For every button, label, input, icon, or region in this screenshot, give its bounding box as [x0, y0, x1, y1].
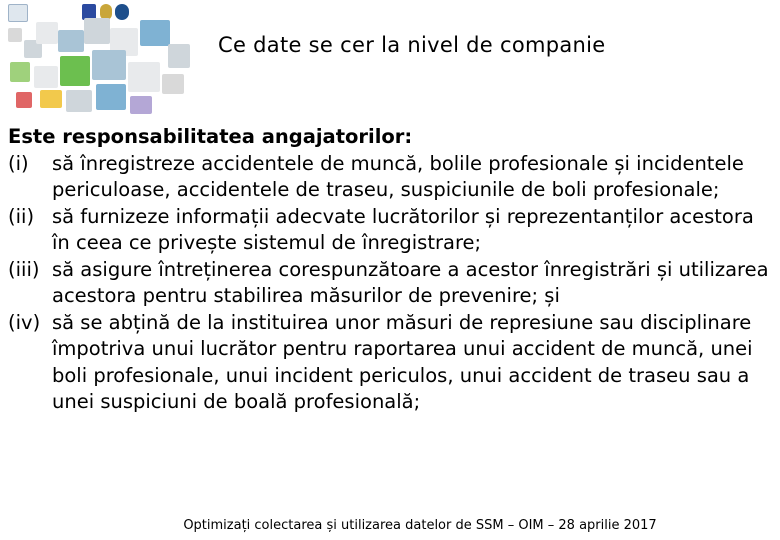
list-item	[8, 257, 773, 310]
main-content	[8, 124, 773, 416]
decor-tile	[92, 50, 126, 80]
decorative-logo-cluster	[0, 0, 200, 120]
footer-text: Optimizați colectarea și utilizarea datelor de SSM – OIM – 28 aprilie 2017	[183, 518, 657, 533]
decor-tile	[16, 92, 32, 108]
item-number: (iii)	[8, 257, 40, 281]
decor-tile	[34, 66, 58, 88]
item-number: (ii)	[8, 204, 35, 228]
page-title: Ce date se cer la nivel de companie	[218, 33, 606, 57]
intro-heading: Este responsabilitatea angajatorilor:	[8, 125, 413, 148]
item-number: (i)	[8, 151, 29, 175]
list-item	[8, 310, 773, 416]
item-text: să asigure întreținerea corespunzătoare a acestor înregistrări și utilizarea acestora pentru stabilirea măsurilor de prevenire; și	[52, 257, 769, 307]
decor-tile	[96, 84, 126, 110]
decor-tile	[128, 62, 160, 92]
decor-tile	[140, 20, 170, 46]
decor-tile	[66, 90, 92, 112]
decor-tile	[10, 62, 30, 82]
item-number: (iv)	[8, 310, 41, 334]
list-item	[8, 204, 773, 257]
ilo-logo-icon	[115, 4, 129, 20]
decor-tile	[168, 44, 190, 68]
item-text: să se abțină de la instituirea unor măsuri de represiune sau disciplinare împotriva unui lucrător pentru raportarea unui accident de muncă, unei boli profesionale, unui incident periculos, unui accident de traseu sau a unei suspiciuni de boală profesională;	[52, 310, 753, 413]
decor-tile	[84, 18, 110, 44]
decor-tile	[58, 30, 84, 52]
decor-tile	[36, 22, 58, 44]
decor-tile	[40, 90, 62, 108]
decor-tile	[130, 96, 152, 114]
sdg-logo-icon	[8, 4, 28, 22]
decor-tile	[60, 56, 90, 86]
list-item	[8, 151, 773, 204]
item-text: să furnizeze informații adecvate lucrătorilor și reprezentanților acestora în ceea ce privește sistemul de înregistrare;	[52, 204, 754, 254]
decor-tile	[162, 74, 184, 94]
decor-tile	[8, 28, 22, 42]
item-text: să înregistreze accidentele de muncă, bolile profesionale și incidentele periculoase, accidentele de traseu, suspiciunile de boli profesionale;	[52, 151, 744, 201]
